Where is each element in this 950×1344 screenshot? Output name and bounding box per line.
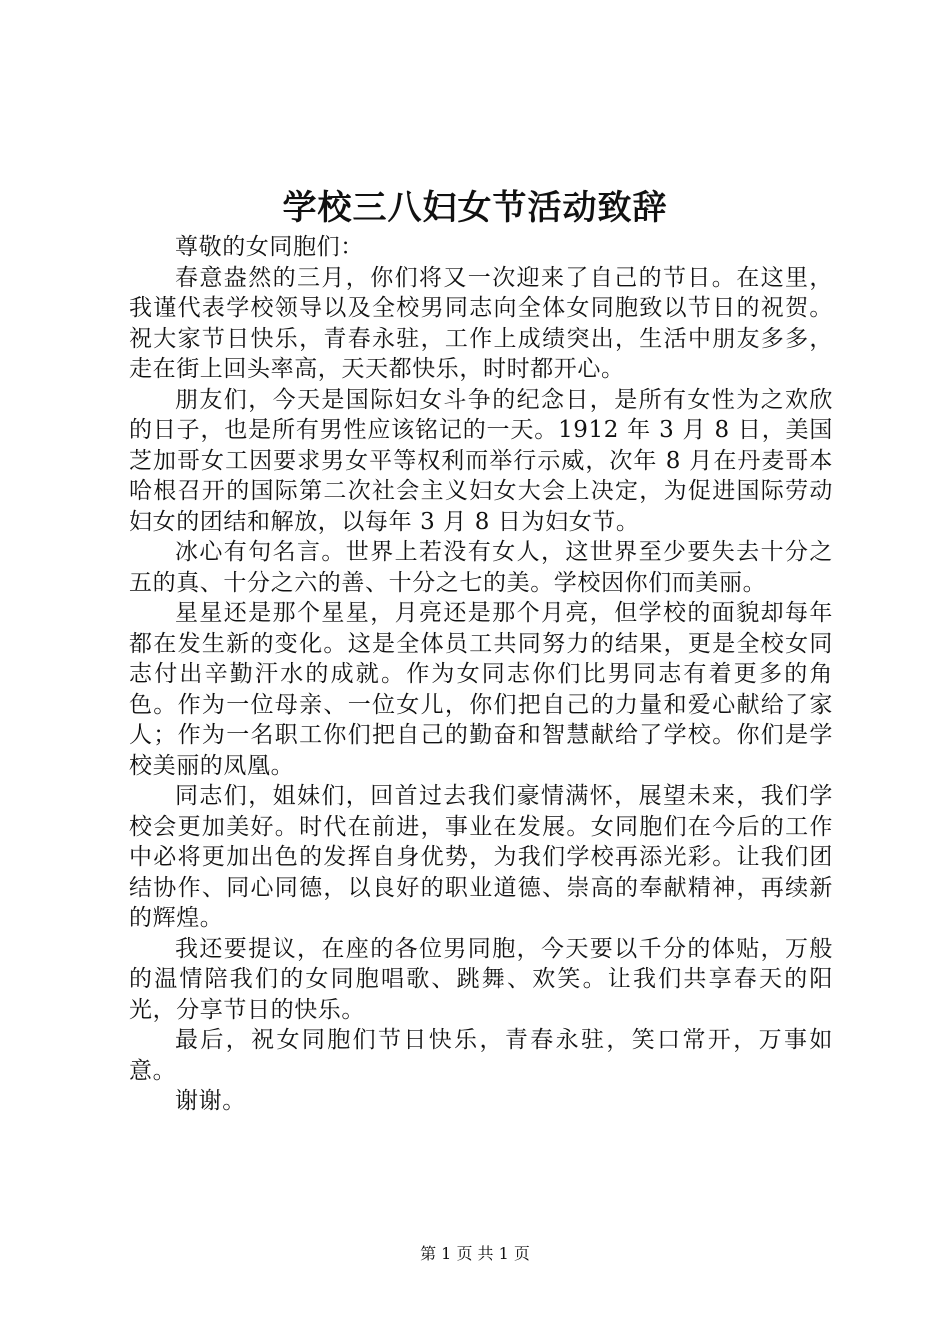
salutation-paragraph: 尊敬的女同胞们： <box>175 234 364 260</box>
closing-paragraph: 谢谢。 <box>175 1088 246 1114</box>
document-body <box>129 232 833 1117</box>
page-number-footer: 第 1 页 共 1 页 <box>420 1244 530 1263</box>
body-paragraph: 朋友们，今天是国际妇女斗争的纪念日，是所有女性为之欢欣的日子，也是所有男性应该铭记的一天。1912 年 3 月 8 日，美国芝加哥女工因要求男女平等权利而举行示威，次年 8 月在丹麦哥本哈根召开的国际第二次社会主义妇女大会上决定，为促进国际劳动妇女的团结和解放，以每年 3 月 8 日为妇女节。 <box>129 386 833 535</box>
body-paragraph: 最后，祝女同胞们节日快乐，青春永驻，笑口常开，万事如意。 <box>129 1027 833 1084</box>
body-paragraph: 同志们，姐妹们，回首过去我们豪情满怀，展望未来，我们学校会更加美好。时代在前进，事业在发展。女同胞们在今后的工作中必将更加出色的发挥自身优势，为我们学校再添光彩。让我们团结协作、同心同德，以良好的职业道德、崇高的奉献精神，再续新的辉煌。 <box>129 783 833 931</box>
body-paragraph: 冰心有句名言。世界上若没有女人，这世界至少要失去十分之五的真、十分之六的善、十分之七的美。学校因你们而美丽。 <box>129 539 833 596</box>
body-paragraph: 春意盎然的三月，你们将又一次迎来了自己的节日。在这里，我谨代表学校领导以及全校男同志向全体女同胞致以节日的祝贺。祝大家节日快乐，青春永驻，工作上成绩突出，生活中朋友多多，走在街上回头率高，天天都快乐，时时都开心。 <box>129 264 833 382</box>
body-paragraph: 我还要提议，在座的各位男同胞，今天要以千分的体贴，万般的温情陪我们的女同胞唱歌、跳舞、欢笑。让我们共享春天的阳光，分享节日的快乐。 <box>129 935 833 1023</box>
document-title: 学校三八妇女节活动致辞 <box>282 188 668 228</box>
body-paragraph: 星星还是那个星星，月亮还是那个月亮，但学校的面貌却每年都在发生新的变化。这是全体员工共同努力的结果，更是全校女同志付出辛勤汗水的成就。作为女同志你们比男同志有着更多的角色。作为一位母亲、一位女儿，你们把自己的力量和爱心献给了家人；作为一名职工你们把自己的勤奋和智慧献给了学校。你们是学校美丽的凤凰。 <box>129 600 833 779</box>
